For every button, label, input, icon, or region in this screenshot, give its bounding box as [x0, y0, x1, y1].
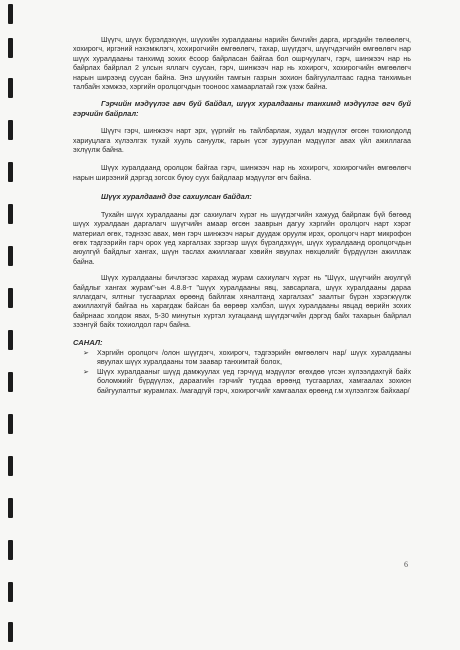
binding-hole [8, 4, 13, 24]
paragraph-video-review: Шүүх хуралдааны бичлэгээс харахад журам сахиулагч хүрэг нь "Шүүх, шүүгчийн аюулгүй байдлыг хангах журам"-ын 4.8.8-т "шүүх хуралдааны явц, завсарлага, шүүх хуралдааны дараа яллагдагч, ялтныг тусгаарлах өрөөнд байлгаж хяналтанд харгалзах" заалтыг бүрэн хэрэгжүүлж ажиллахгүй байгаа нь харагдаж байсан ба өөрөөр хэлбэл, шүүх хуралдааны явцад өөрийн зохих байрнаас холдож явах, 5-30 минутын хүртэл хугацаанд шүүгдэгчийн дэргэд байх тахарын байрлал зээнгүй байх тохиолдол гарч байна. [73, 274, 411, 330]
proposals-label: САНАЛ: [73, 337, 103, 347]
paragraph-bailiff-duties: Тухайн шүүх хуралдааны дэг сахиулагч хүрэг нь шүүгдэгчийн хажууд байрлаж бүй бөгөөд шүүх хуралдаан даргалагч шүүгчийн амаар өгсөн зааврын дагуу хэргийн оролцогч нарт хэрэг материал өгөх, тэднээс авах, мөн гэрч шинжээч нарыг дуудаж оруулж ирэх, оролцогч нарт микрофон өгөх тэдгээрийн гарч орох үед харгалзах зэргээр шүүх бүрэлдэхүүн, шүүх хуралдаанд оролцогчдын аюулгүй байдлыг хангах, шүүн таслах ажиллагааг хэвийн явуулах нөхцөлийг бүрдүүлэн ажиллаж байна. [73, 210, 411, 266]
heading-order-keeping: Шүүх хуралдаанд дэг сахиулсан байдал: [101, 192, 252, 202]
binding-hole [8, 38, 13, 58]
proposal-text: Шүүх хуралдааныг шүүд дамжуулах үед гэрчүүд мэдүүлэг өгөхдөө үгсэн хүлээлдахгүй байх боломжийг бүрдүүлэх, дараагийн гэрчийг тусдаа өрөөнд тусгаарлах, хамгаалах зохион байгуулалтыг журамлах. /магадгүй гэрч, хохирогчийг хамгаалах өрөөнд г.м хүлээлгэж байхаар/ [97, 367, 411, 395]
binding-hole [8, 456, 13, 476]
binding-hole [8, 78, 13, 98]
binding-hole [8, 414, 13, 434]
heading-witness-testimony: Гэрчийн мэдүүлэг авч буй байдал, шүүх хуралдааны танхимд мэдүүлэг өгч буй гэрчийн байрлал: [73, 99, 411, 118]
arrow-bullet-icon: ➢ [83, 368, 89, 376]
binding-hole [8, 330, 13, 350]
binding-hole [8, 162, 13, 182]
document-body [73, 36, 411, 396]
paragraph-witness-position: Шүүх хуралдаанд оролцож байгаа гэрч, шинжээч нар нь хохирогч, хохирогчийн өмгөөлөгч нарын ширээний дэргэд зогсох бүюу суух байдлаар мэдүүлэг өгч байна. [73, 164, 411, 182]
binding-hole [8, 288, 13, 308]
proposal-text: Хэргийн оролцогч /олон шүүгдэгч, хохирогч, тэдгээрийн өмгөөлөгч нар/ шүүх хуралдааны явуулах шүүх хуралдааны том заавар танхимтай болох, [97, 348, 411, 367]
binding-hole [8, 204, 13, 224]
paragraph-intro: Шүүгч, шүүх бүрэлдэхүүн, шүүхийн хуралдааны нарийн бичгийн дарга, иргэдийн төлөөлөгч, хохирогч, иргэний нэхэмжлэгч, хохирогчийн өмгөөлөгч, тахар, шүүгдэгч, шүүгчдэгчийн өмгөөлөгч нар шүүх хуралдааны танхимд зохих ёсоор байрласан байгаа бол ошрчуулагч, гэрч, шинжээч нар нь байрлах байрлал 2 улсын яллагч суусан, гэрч, шинжээч нар нь хохирогч, хохирогчийн өмгөөлөгч нарын ширээнд суусан байна. Энэ шүүхийн тамгын газрын зохион байгуулалтаас гадна танхимын талбайн хэмжээ, хэргийн оролцогчдын тоонооc хамаарлатай гэж үзэж байна. [73, 36, 411, 92]
binding-holes [8, 0, 16, 650]
list-item [83, 368, 411, 396]
binding-hole [8, 246, 13, 266]
binding-hole [8, 498, 13, 518]
proposals-list [73, 349, 411, 396]
paragraph-witness-rights: Шүүгч гэрч, шинжээч нарт эрх, үүргийг нь тайлбарлаж, худал мэдүүлэг өгсөн тохиолдолд хариуцлага хүлээлгэх тухай хууль сануулж, гарын үсэг зуруулан мэдүүлэг авах үйл ажиллагаа эхлүүлж байна. [73, 127, 411, 155]
binding-hole [8, 540, 13, 560]
arrow-bullet-icon: ➢ [83, 349, 89, 357]
list-item [83, 349, 411, 368]
binding-hole [8, 120, 13, 140]
binding-hole [8, 622, 13, 642]
page-number: 6 [404, 560, 408, 569]
binding-hole [8, 582, 13, 602]
binding-hole [8, 372, 13, 392]
